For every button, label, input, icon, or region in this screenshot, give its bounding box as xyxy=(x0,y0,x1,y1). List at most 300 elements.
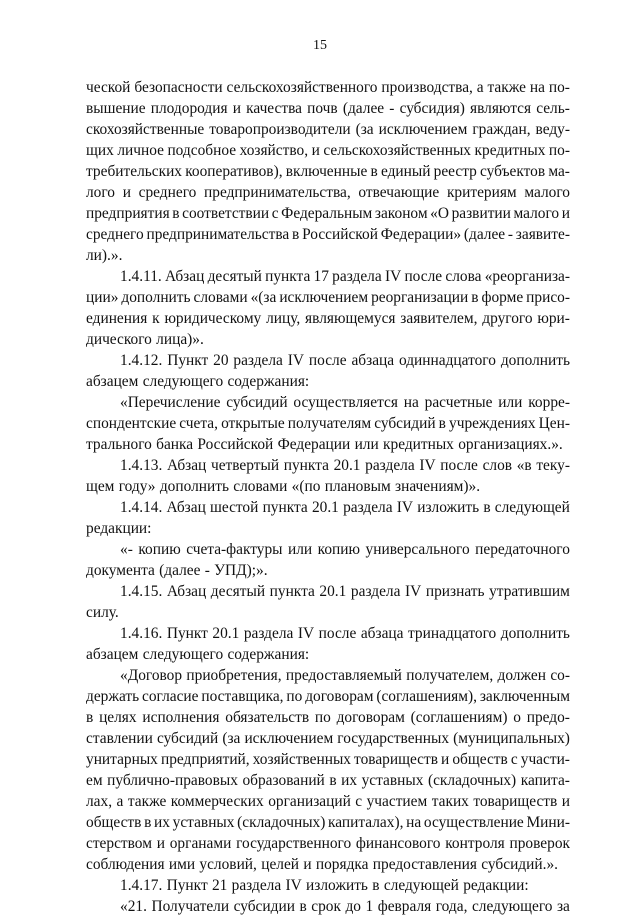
word: щих xyxy=(86,142,114,159)
word: открытые xyxy=(221,415,285,432)
word: дополнить xyxy=(500,352,570,369)
text-line xyxy=(86,308,570,329)
word: следующего xyxy=(142,646,224,663)
word: Абзац xyxy=(165,268,205,285)
text-line xyxy=(86,203,570,224)
word: образований xyxy=(242,772,325,789)
word: а xyxy=(116,793,124,810)
word: или xyxy=(288,541,313,558)
word: IV xyxy=(384,268,402,285)
text-line xyxy=(86,644,570,665)
text-line xyxy=(86,749,570,770)
text-line xyxy=(86,728,570,749)
word: обществ xyxy=(86,814,142,831)
text-line xyxy=(86,539,570,560)
word: договорам xyxy=(336,709,405,726)
text-line xyxy=(86,266,570,287)
word: (далее xyxy=(342,100,385,117)
word: заявителем, xyxy=(400,310,478,327)
word: с xyxy=(271,205,279,222)
word: дического xyxy=(86,331,152,348)
word: субсидий xyxy=(226,394,288,411)
word: в xyxy=(86,709,94,726)
text-line xyxy=(86,119,570,140)
word: условий, xyxy=(199,856,257,873)
word: следующей xyxy=(383,877,459,894)
word: изложить xyxy=(306,877,368,894)
text-line xyxy=(86,833,570,854)
word: предоставления xyxy=(372,856,477,873)
text-line xyxy=(86,98,570,119)
word: и xyxy=(122,184,131,201)
word: уставных xyxy=(172,814,235,831)
word: трального xyxy=(86,436,152,453)
word: за xyxy=(556,898,570,915)
word: одиннадцатого xyxy=(398,352,496,369)
word: кредитных xyxy=(474,142,546,159)
word: году» xyxy=(118,478,156,495)
text-line xyxy=(86,161,570,182)
word: осуществляется xyxy=(293,394,398,411)
word: веду- xyxy=(535,121,570,138)
word: четвертый xyxy=(210,457,280,474)
word: заключенным xyxy=(479,688,570,705)
word: 1.4.15. xyxy=(120,583,163,600)
word: их xyxy=(341,772,358,789)
word: абзацем xyxy=(86,646,139,663)
word: ли).». xyxy=(86,247,123,264)
word: лого xyxy=(86,184,115,201)
word: по- xyxy=(548,142,570,159)
word: 1.4.11. xyxy=(120,268,162,285)
word: (за xyxy=(222,730,241,747)
word: требительских xyxy=(86,163,183,180)
word: редакции: xyxy=(463,877,529,894)
word: единения xyxy=(86,310,148,327)
word: в xyxy=(471,289,479,306)
word: шестой xyxy=(210,499,259,516)
word: значениям)». xyxy=(395,478,481,495)
word: признать xyxy=(425,583,485,600)
word: предпринимательства, xyxy=(204,184,351,201)
text-line xyxy=(86,560,570,581)
word: и xyxy=(561,793,570,810)
page-number: 15 xyxy=(313,38,327,53)
word: сель- xyxy=(536,100,570,117)
word: государственных xyxy=(337,730,450,747)
word: редакции: xyxy=(86,520,152,537)
word: с xyxy=(510,751,518,768)
word: - xyxy=(204,562,210,579)
word: Получатели xyxy=(151,898,230,915)
word: абзаца xyxy=(351,352,395,369)
word: срок xyxy=(311,898,341,915)
word: раздела xyxy=(243,625,294,642)
word: универсального xyxy=(365,541,470,558)
word: ими xyxy=(168,856,196,873)
word: производства, xyxy=(381,79,473,96)
word: осуществление xyxy=(423,814,524,831)
word: (соглашениям), xyxy=(376,688,477,705)
text-line xyxy=(86,602,570,623)
word: 1.4.14. xyxy=(120,499,163,516)
word: счета-фактуры xyxy=(186,541,283,558)
word: Федерации xyxy=(277,436,351,453)
word: «Договор xyxy=(120,667,183,684)
word: также xyxy=(487,79,526,96)
word: дополнить xyxy=(500,625,570,642)
word: ем xyxy=(86,772,103,789)
word: «Перечисление xyxy=(120,394,221,411)
word: «- xyxy=(120,541,133,558)
word: абзацем xyxy=(86,373,139,390)
word: среднего xyxy=(138,184,197,201)
word: среднего xyxy=(86,226,144,243)
word: содержания: xyxy=(227,373,310,390)
word: кредитных xyxy=(383,436,454,453)
word: со- xyxy=(550,667,570,684)
word: десятый xyxy=(207,268,262,285)
word: года, xyxy=(435,898,468,915)
word: товаропроизводители xyxy=(209,121,351,138)
word: (соглашениям) xyxy=(410,709,508,726)
word: хозяйство, xyxy=(239,142,309,159)
word: предприятия xyxy=(86,205,170,222)
word: ставлении xyxy=(86,730,153,747)
text-line xyxy=(86,791,570,812)
word: исключением xyxy=(244,730,334,747)
word: 1.4.17. xyxy=(120,877,163,894)
word: банка xyxy=(156,436,194,453)
word: - xyxy=(507,226,514,243)
word: таких xyxy=(431,793,469,810)
word: должен xyxy=(497,667,546,684)
word: «в xyxy=(516,457,532,474)
text-line xyxy=(86,287,570,308)
word: десятый xyxy=(210,583,266,600)
word: хозяйственных xyxy=(252,751,351,768)
word: 20.1 xyxy=(333,457,361,474)
word: дополнить xyxy=(121,289,191,306)
word: счета, xyxy=(179,415,218,432)
word: плодородия xyxy=(150,100,228,117)
word: учреждениях xyxy=(449,415,536,432)
word: слова xyxy=(445,268,482,285)
word: 20.1 xyxy=(311,499,339,516)
word: (муниципальных) xyxy=(453,730,570,747)
word: изложить xyxy=(417,499,480,516)
word: пункта xyxy=(283,457,329,474)
text-line xyxy=(86,665,570,686)
word: и xyxy=(311,142,320,159)
word: а xyxy=(476,79,484,96)
word: сельскохозяйственного xyxy=(226,79,378,96)
text-line xyxy=(86,875,570,896)
word: содержания: xyxy=(227,646,310,663)
word: до xyxy=(345,898,361,915)
word: (за xyxy=(355,121,374,138)
word: «реорганиза- xyxy=(484,268,570,285)
word: предприятий, xyxy=(160,751,250,768)
word: публично-правовых xyxy=(107,772,238,789)
text-line xyxy=(86,581,570,602)
word: 20 xyxy=(213,352,229,369)
word: после xyxy=(318,625,357,642)
word: единый xyxy=(380,163,431,180)
word: дополнить xyxy=(159,478,229,495)
word: капиталах), xyxy=(328,814,404,831)
word: целях xyxy=(99,709,137,726)
text-line xyxy=(86,371,570,392)
word: 20.1 xyxy=(212,625,240,642)
word: ма- xyxy=(548,163,570,180)
word: (складочных) xyxy=(427,772,517,789)
word: копию xyxy=(138,541,181,558)
word: поставщика, xyxy=(201,688,284,705)
word: организаций xyxy=(268,793,351,810)
word: заявите- xyxy=(515,226,570,243)
text-line xyxy=(86,392,570,413)
word: субсидий xyxy=(374,415,436,432)
word: получателем, xyxy=(406,667,494,684)
text-line xyxy=(86,518,570,539)
word: следующей xyxy=(494,499,570,516)
word: к xyxy=(152,310,160,327)
word: обществ xyxy=(452,751,508,768)
text-line xyxy=(86,224,570,245)
word: Федеральным xyxy=(281,205,373,222)
word: слов xyxy=(482,457,513,474)
word: пункта xyxy=(262,499,308,516)
text-line xyxy=(86,140,570,161)
word: Мини- xyxy=(526,814,570,831)
text-line xyxy=(86,350,570,371)
word: являющемуся xyxy=(305,310,396,327)
word: раздела xyxy=(231,877,282,894)
word: и xyxy=(441,751,450,768)
word: реорганизации xyxy=(371,289,469,306)
word: субсидий.». xyxy=(481,856,558,873)
word: УПД);». xyxy=(214,562,268,579)
word: приобретения, xyxy=(186,667,282,684)
word: 1 xyxy=(365,898,374,915)
word: коммерческих xyxy=(170,793,264,810)
word: форме xyxy=(481,289,524,306)
word: юри- xyxy=(537,310,570,327)
word: (далее xyxy=(159,562,201,579)
word: «(по xyxy=(291,478,321,495)
word: Цен- xyxy=(538,415,570,432)
word: словами xyxy=(193,289,248,306)
text-line xyxy=(86,476,570,497)
word: по- xyxy=(548,79,570,96)
word: раздела xyxy=(233,352,283,369)
word: и xyxy=(156,835,165,852)
word: после xyxy=(308,352,347,369)
word: подсобное xyxy=(167,142,237,159)
word: следующего xyxy=(142,373,224,390)
word: стерством xyxy=(86,835,152,852)
word: исключением xyxy=(378,121,468,138)
text-line xyxy=(86,434,570,455)
word: граждан, xyxy=(472,121,531,138)
word: 1.4.13. xyxy=(120,457,163,474)
text-line xyxy=(86,770,570,791)
word: ции» xyxy=(86,289,119,306)
word: IV xyxy=(297,625,315,642)
text-line xyxy=(86,329,570,350)
text-line xyxy=(86,686,570,707)
word: «21. xyxy=(120,898,147,915)
word: лицу, xyxy=(266,310,301,327)
word: IV xyxy=(396,499,414,516)
word: в xyxy=(438,415,446,432)
word: целей xyxy=(261,856,300,873)
text-line xyxy=(86,455,570,476)
word: 1.4.12. xyxy=(120,352,163,369)
word: (складочных) xyxy=(237,814,326,831)
word: на xyxy=(403,394,419,411)
word: IV xyxy=(405,583,422,600)
word: соответствии xyxy=(182,205,270,222)
word: критериям xyxy=(446,184,517,201)
word: присо- xyxy=(526,289,570,306)
word: Пункт xyxy=(166,625,208,642)
word: лица)». xyxy=(156,331,204,348)
word: включенные xyxy=(285,163,368,180)
word: пункта xyxy=(265,268,311,285)
word: расчетные xyxy=(424,394,493,411)
word: Российской xyxy=(302,226,378,243)
word: корре- xyxy=(528,394,570,411)
word: Федерации» xyxy=(380,226,462,243)
word: тринадцатого xyxy=(408,625,497,642)
word: другого xyxy=(482,310,533,327)
word: договорам xyxy=(305,688,374,705)
word: сельскохозяйственных xyxy=(323,142,472,159)
word: контроля xyxy=(445,835,505,852)
word: скохозяйственные xyxy=(86,121,205,138)
word: раздела xyxy=(343,499,393,516)
word: раздела xyxy=(332,268,382,285)
word: Российской xyxy=(197,436,274,453)
word: на xyxy=(406,814,422,831)
word: в xyxy=(172,205,180,222)
word: почв xyxy=(307,100,338,117)
word: лах, xyxy=(86,793,113,810)
word: соблюдения xyxy=(86,856,165,873)
word: в xyxy=(299,898,307,915)
word: 1.4.16. xyxy=(120,625,163,642)
word: пункта xyxy=(269,583,315,600)
word: спондентские xyxy=(86,415,177,432)
word: щем xyxy=(86,478,115,495)
word: 20.1 xyxy=(319,583,347,600)
word: в xyxy=(370,163,378,180)
word: товариществ xyxy=(354,751,438,768)
word: участи- xyxy=(520,751,570,768)
word: следующего xyxy=(471,898,553,915)
word: в xyxy=(483,499,491,516)
word: раздела xyxy=(350,583,401,600)
word: после xyxy=(440,457,478,474)
word: исключением xyxy=(279,289,369,306)
word: реестр xyxy=(433,163,477,180)
word: Абзац xyxy=(166,583,207,600)
text-line xyxy=(86,77,570,98)
text-line xyxy=(86,896,570,917)
word: с xyxy=(355,793,363,810)
word: силу. xyxy=(86,604,119,621)
text-line xyxy=(86,707,570,728)
word: согласие xyxy=(142,688,199,705)
word: участием xyxy=(366,793,428,810)
word: раздела xyxy=(365,457,415,474)
word: утратившим xyxy=(489,583,570,600)
word: передаточного xyxy=(475,541,570,558)
word: их xyxy=(154,814,170,831)
word: личное xyxy=(117,142,164,159)
word: ческой xyxy=(86,79,131,96)
word: субсидий xyxy=(156,730,219,747)
word: по xyxy=(314,709,331,726)
word: держать xyxy=(86,688,140,705)
word: в xyxy=(144,814,152,831)
word: законом xyxy=(374,205,428,222)
word: товариществ xyxy=(473,793,558,810)
word: теку- xyxy=(536,457,570,474)
word: кооперативов), xyxy=(185,163,283,180)
text-line xyxy=(86,245,570,266)
text-line xyxy=(86,812,570,833)
word: исполнения xyxy=(142,709,220,726)
word: Пункт xyxy=(166,877,208,894)
word: предоставляемый xyxy=(285,667,402,684)
word: 21 xyxy=(211,877,228,894)
word: финансового xyxy=(355,835,441,852)
word: унитарных xyxy=(86,751,158,768)
word: отвечающие xyxy=(358,184,440,201)
word: «(за xyxy=(250,289,277,306)
word: государственного xyxy=(236,835,352,852)
word: малого xyxy=(513,205,560,222)
text-line xyxy=(86,623,570,644)
word: на xyxy=(529,79,545,96)
word: проверок xyxy=(509,835,570,852)
word: после xyxy=(404,268,443,285)
text-line xyxy=(86,854,570,875)
word: в xyxy=(292,226,300,243)
word: IV xyxy=(419,457,436,474)
word: организациях.». xyxy=(458,436,563,453)
word: безопасности xyxy=(134,79,223,96)
word: документа xyxy=(86,562,155,579)
word: 17 xyxy=(313,268,329,285)
word: (далее xyxy=(463,226,506,243)
word: органами xyxy=(169,835,232,852)
word: и xyxy=(561,205,570,222)
word: в xyxy=(329,772,337,789)
word: малого xyxy=(524,184,570,201)
word: абзаца xyxy=(360,625,404,642)
word: являются xyxy=(470,100,532,117)
text-line xyxy=(86,497,570,518)
word: качества xyxy=(246,100,302,117)
word: субсидии xyxy=(233,898,295,915)
word: плановым xyxy=(324,478,391,495)
word: субъектов xyxy=(480,163,546,180)
word: Пункт xyxy=(167,352,209,369)
